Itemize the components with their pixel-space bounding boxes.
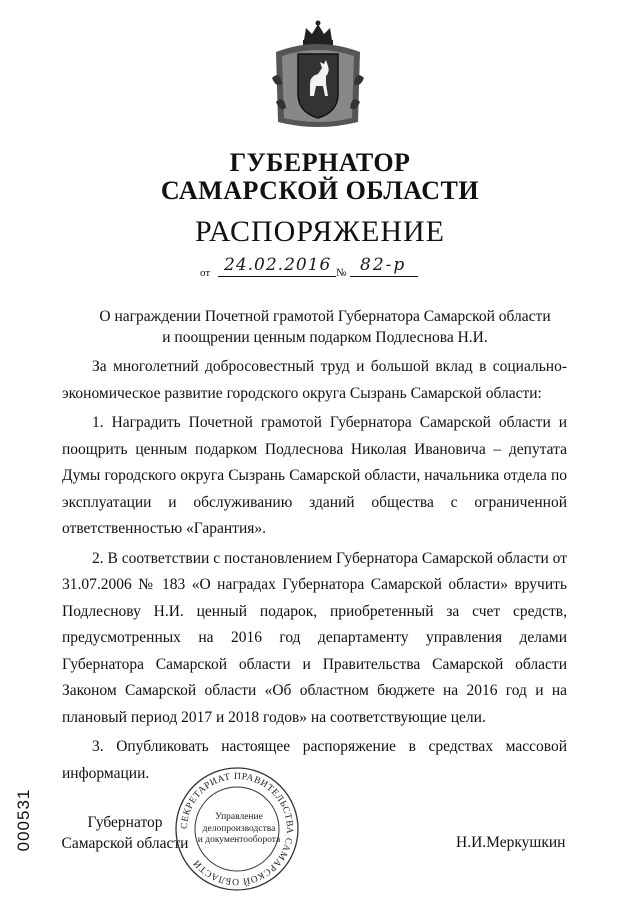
org-title-line1: ГУБЕРНАТОР	[229, 148, 411, 177]
body-intro: За многолетний добросовестный труд и большой вклад в социально-экономическое развитие городского округа Сызрань Самарской области:	[62, 358, 567, 402]
date-number-line	[200, 255, 460, 281]
number-underline	[350, 276, 418, 277]
stamp-inner-line1: Управление	[215, 812, 263, 822]
document-number: 82-р	[360, 255, 407, 275]
document-date: 24.02.2016	[224, 255, 332, 275]
signatory-title-line1: Губернатор	[87, 814, 163, 831]
stamp-inner-line3: и документооборота	[197, 835, 281, 845]
body-item-1: 1. Наградить Почетной грамотой Губернатора Самарской области и поощрить ценным подарком Подлеснова Николая Ивановича – депутата Думы городского округа Сызрань Самарской области, начальника отдела по эксплуатации и обслуживанию зданий общества с ограниченной ответственностью «Гарантия».	[62, 414, 567, 537]
subject-line2: и поощрении ценным подарком Подлеснова Н.И.	[162, 329, 488, 346]
signatory-title-line2: Самарской области	[61, 835, 189, 852]
subject-line1: О награждении Почетной грамотой Губернатора Самарской области	[99, 308, 551, 325]
date-prefix: от	[200, 267, 211, 279]
stamp-ring-text: СЕКРЕТАРИАТ ПРАВИТЕЛЬСТВА САМАРСКОЙ ОБЛАСТИ	[179, 771, 295, 887]
archive-number	[14, 780, 34, 860]
body-item-2: 2. В соответствии с постановлением Губернатора Самарской области от 31.07.2006 № 183 «О наградах Губернатора Самарской области» вручить Подлеснову Н.И. ценный подарок, приобретенный за счет средств, предусмотренных на 2016 год департаменту управления делами Губернатора Самарской области и Правительства Самарской области Законом Самарской области «Об областном бюджете на 2016 год и на плановый период 2017 и 2018 годов» на соответствующие цели.	[62, 549, 567, 726]
org-title-line2: САМАРСКОЙ ОБЛАСТИ	[160, 176, 480, 205]
samara-coat-of-arms-icon	[266, 18, 370, 138]
stamp-inner-line2: делопроизводства	[202, 823, 276, 834]
document-subject	[60, 306, 590, 348]
date-underline	[218, 276, 336, 277]
document-type: РАСПОРЯЖЕНИЕ	[194, 215, 446, 248]
stamp-inner-text	[197, 812, 281, 847]
document-body	[62, 354, 567, 787]
signatory-name: Н.И.Меркушкин	[456, 834, 566, 851]
archive-number-text: 000531	[14, 788, 33, 852]
number-prefix: №	[336, 267, 347, 279]
signatory-title	[60, 812, 190, 854]
body-item-3: 3. Опубликовать настоящее распоряжение в средствах массовой информации.	[62, 738, 567, 782]
